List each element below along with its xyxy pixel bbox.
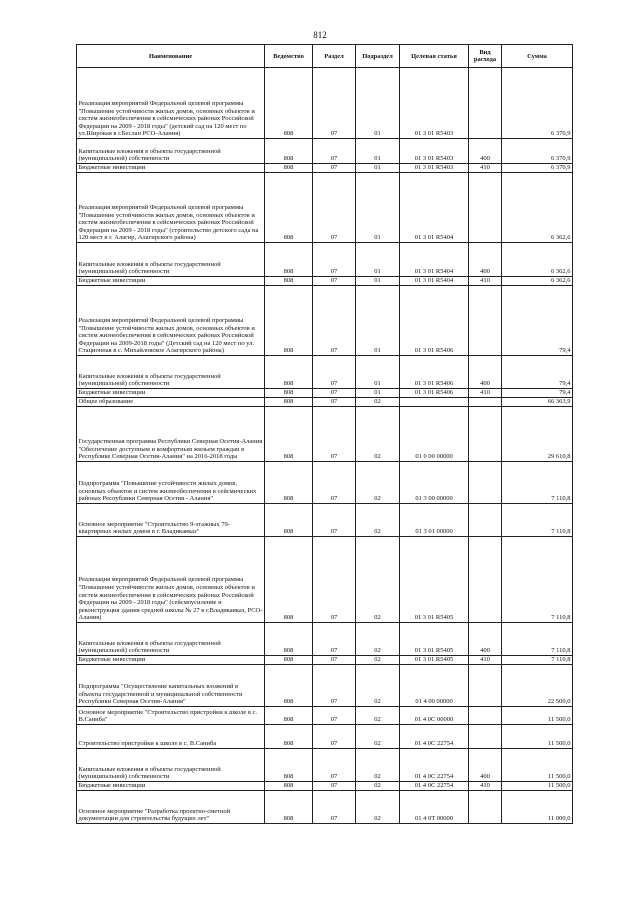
table-row: [77, 164, 573, 173]
row-name: Бюджетные инвестиции: [77, 389, 265, 398]
row-subsection: 01: [356, 173, 400, 243]
table-row: [77, 725, 573, 749]
header-subsection: Подраздел: [356, 45, 400, 68]
row-expense-type: [469, 407, 502, 462]
row-expense-type: [469, 462, 502, 504]
row-subsection: 02: [356, 407, 400, 462]
row-section: 07: [313, 623, 356, 656]
row-name: Капитальные вложения в объекты государственной (муниципальной) собственности: [77, 356, 265, 389]
row-department: 808: [265, 707, 313, 725]
table-row: [77, 623, 573, 656]
row-section: 07: [313, 749, 356, 782]
row-target-article: 01 4 00 00000: [400, 665, 469, 707]
row-expense-type: 410: [469, 277, 502, 286]
row-name: Реализация мероприятий Федеральной целевой программы "Повышение устойчивости жилых домов, основных объектов и систем жизнеобеспечения в сейсмических районах Российской Федерации на 2009 - 2018 годы" (строительство детского сада на 120 мест в г. Алагир, Алагирского района): [77, 173, 265, 243]
row-target-article: [400, 398, 469, 407]
row-subsection: 01: [356, 68, 400, 139]
row-subsection: 02: [356, 623, 400, 656]
row-target-article: 01 3 01 R5404: [400, 173, 469, 243]
row-section: 07: [313, 791, 356, 824]
row-amount: 11 500,0: [502, 707, 573, 725]
row-subsection: 01: [356, 243, 400, 277]
row-expense-type: [469, 398, 502, 407]
budget-table: [76, 44, 573, 824]
table-row: [77, 665, 573, 707]
row-expense-type: 410: [469, 164, 502, 173]
header-amount: Сумма: [502, 45, 573, 68]
header-row: [77, 45, 573, 68]
table-row: [77, 389, 573, 398]
row-section: 07: [313, 243, 356, 277]
row-department: 808: [265, 782, 313, 791]
row-expense-type: [469, 665, 502, 707]
row-section: 07: [313, 407, 356, 462]
row-name: Подпрограмма "Повышение устойчивости жилых домов, основных объектов и систем жизнеобеспечения в сейсмических районах Республики Северная Осетия - Алания": [77, 462, 265, 504]
row-target-article: 01 4 0С 22754: [400, 782, 469, 791]
row-name: Основное мероприятие "Разработка проектно-сметной документации для строительства будущих лет": [77, 791, 265, 824]
table-row: [77, 791, 573, 824]
row-department: 808: [265, 286, 313, 356]
row-department: 808: [265, 665, 313, 707]
row-section: 07: [313, 286, 356, 356]
row-amount: 29 610,8: [502, 407, 573, 462]
row-subsection: 01: [356, 356, 400, 389]
table-row: [77, 656, 573, 665]
row-name: Бюджетные инвестиции: [77, 656, 265, 665]
table-row: [77, 537, 573, 623]
row-department: 808: [265, 623, 313, 656]
table-row: [77, 139, 573, 164]
row-target-article: 01 3 01 R5406: [400, 286, 469, 356]
row-name: Подпрограмма "Осуществление капитальных вложений в объекты государственной и муниципальной собственности Республики Северная Осетия-Алания": [77, 665, 265, 707]
row-target-article: 01 4 0С 00000: [400, 707, 469, 725]
row-amount: 7 110,8: [502, 656, 573, 665]
row-amount: 6 362,6: [502, 243, 573, 277]
row-subsection: 02: [356, 665, 400, 707]
header-expense-type: Вид расхода: [469, 45, 502, 68]
row-amount: 6 370,9: [502, 139, 573, 164]
header-section: Раздел: [313, 45, 356, 68]
header-target-article: Целевая статья: [400, 45, 469, 68]
row-expense-type: 400: [469, 749, 502, 782]
table-row: [77, 356, 573, 389]
row-name: Реализация мероприятий Федеральной целевой программы "Повышение устойчивости жилых домов, основных объектов и систем жизнеобеспечения в сейсмических районах Российской Федерации на 2009 - 2018 годы" (детский сад на 120 мест по ул.Широкая в г.Беслан РСО-Алания): [77, 68, 265, 139]
row-department: 808: [265, 389, 313, 398]
header-department: Ведомство: [265, 45, 313, 68]
row-amount: 7 110,8: [502, 623, 573, 656]
row-section: 07: [313, 782, 356, 791]
row-expense-type: [469, 791, 502, 824]
row-expense-type: 410: [469, 389, 502, 398]
page-number: 812: [313, 30, 327, 40]
row-subsection: 02: [356, 656, 400, 665]
row-expense-type: [469, 537, 502, 623]
row-amount: 79,4: [502, 286, 573, 356]
row-department: 808: [265, 277, 313, 286]
row-expense-type: 400: [469, 623, 502, 656]
table-row: [77, 782, 573, 791]
table-row: [77, 749, 573, 782]
row-subsection: 02: [356, 791, 400, 824]
row-department: 808: [265, 68, 313, 139]
row-section: 07: [313, 139, 356, 164]
row-target-article: 01 3 01 R5405: [400, 656, 469, 665]
row-name: Капитальные вложения в объекты государственной (муниципальной) собственности: [77, 749, 265, 782]
row-target-article: 01 3 01 R5406: [400, 389, 469, 398]
row-department: 808: [265, 537, 313, 623]
row-name: Строительство пристройки к школе в с. В.Саниба: [77, 725, 265, 749]
row-subsection: 02: [356, 782, 400, 791]
row-subsection: 02: [356, 537, 400, 623]
row-department: 808: [265, 398, 313, 407]
row-amount: 11 500,0: [502, 725, 573, 749]
row-section: 07: [313, 665, 356, 707]
row-target-article: 01 3 01 R5404: [400, 243, 469, 277]
table-row: [77, 243, 573, 277]
row-subsection: 01: [356, 286, 400, 356]
row-name: Бюджетные инвестиции: [77, 164, 265, 173]
row-expense-type: [469, 68, 502, 139]
row-name: Бюджетные инвестиции: [77, 782, 265, 791]
row-target-article: 01 3 01 R5403: [400, 164, 469, 173]
table-row: [77, 407, 573, 462]
row-name: Государственная программа Республики Северная Осетия-Алания "Обеспечение доступным и комфортным жильем граждан в Республике Северная Осетия-Алания" на 2016-2018 годы: [77, 407, 265, 462]
row-amount: 11 500,0: [502, 749, 573, 782]
row-department: 808: [265, 173, 313, 243]
row-target-article: 01 3 01 R5406: [400, 356, 469, 389]
row-name: Основное мероприятие "Строительство пристройки к школе в с. В.Саниба": [77, 707, 265, 725]
table-row: [77, 504, 573, 537]
row-section: 07: [313, 707, 356, 725]
row-subsection: 02: [356, 462, 400, 504]
row-section: 07: [313, 68, 356, 139]
row-target-article: 01 3 01 R5403: [400, 139, 469, 164]
row-amount: 79,4: [502, 356, 573, 389]
row-section: 07: [313, 398, 356, 407]
row-subsection: 01: [356, 277, 400, 286]
row-amount: 79,4: [502, 389, 573, 398]
row-name: Реализация мероприятий Федеральной целевой программы "Повышение устойчивости жилых домов, основных объектов и систем жизнеобеспечения в сейсмических районах Российской Федерации на 2009 - 2018 годы" (сейсмоусиление и реконструкция здания средней школы № 27 в г.Владикавказ, РСО-Алания): [77, 537, 265, 623]
row-amount: 6 370,9: [502, 164, 573, 173]
row-name: Общее образование: [77, 398, 265, 407]
row-expense-type: 400: [469, 139, 502, 164]
table-row: [77, 286, 573, 356]
row-department: 808: [265, 356, 313, 389]
row-amount: 6 362,6: [502, 173, 573, 243]
row-target-article: 01 4 0С 22754: [400, 749, 469, 782]
row-amount: 7 110,8: [502, 504, 573, 537]
table-row: [77, 707, 573, 725]
header-name: Наименование: [77, 45, 265, 68]
table-row: [77, 277, 573, 286]
row-section: 07: [313, 277, 356, 286]
row-department: 808: [265, 504, 313, 537]
row-expense-type: [469, 707, 502, 725]
row-target-article: 01 3 01 R5404: [400, 277, 469, 286]
row-name: Капитальные вложения в объекты государственной (муниципальной) собственности: [77, 139, 265, 164]
row-name: Капитальные вложения в объекты государственной (муниципальной) собственности: [77, 243, 265, 277]
row-target-article: 01 4 0С 22754: [400, 725, 469, 749]
row-expense-type: 400: [469, 243, 502, 277]
row-name: Реализация мероприятий Федеральной целевой программы "Повышение устойчивости жилых домов, основных объектов и систем жизнеобеспечения в сейсмических районах Российской Федерации на 2009-2018 годы" (Детский сад на 120 мест по ул. Стационная в с. Михайловское Алагирского района): [77, 286, 265, 356]
row-expense-type: [469, 504, 502, 537]
row-expense-type: 410: [469, 656, 502, 665]
row-section: 07: [313, 656, 356, 665]
table-row: [77, 398, 573, 407]
row-target-article: 01 3 01 R5405: [400, 537, 469, 623]
row-section: 07: [313, 173, 356, 243]
row-amount: 22 500,0: [502, 665, 573, 707]
row-target-article: 01 0 00 00000: [400, 407, 469, 462]
row-amount: 7 110,8: [502, 537, 573, 623]
row-department: 808: [265, 791, 313, 824]
row-department: 808: [265, 164, 313, 173]
row-section: 07: [313, 504, 356, 537]
row-department: 808: [265, 749, 313, 782]
row-section: 07: [313, 356, 356, 389]
row-amount: 6 362,6: [502, 277, 573, 286]
row-target-article: 01 3 01 R5403: [400, 68, 469, 139]
row-department: 808: [265, 656, 313, 665]
row-section: 07: [313, 389, 356, 398]
table-row: [77, 462, 573, 504]
row-department: 808: [265, 139, 313, 164]
row-name: Капитальные вложения в объекты государственной (муниципальной) собственности: [77, 623, 265, 656]
row-subsection: 01: [356, 164, 400, 173]
row-subsection: 02: [356, 504, 400, 537]
row-subsection: 02: [356, 725, 400, 749]
row-section: 07: [313, 462, 356, 504]
row-amount: 7 110,8: [502, 462, 573, 504]
row-subsection: 02: [356, 749, 400, 782]
row-expense-type: 400: [469, 356, 502, 389]
row-expense-type: [469, 286, 502, 356]
row-amount: 11 500,0: [502, 782, 573, 791]
row-name: Основное мероприятие "Строительство 9-этажных 79-квартирных жилых домов в г. Владикавказ": [77, 504, 265, 537]
table-row: [77, 68, 573, 139]
row-subsection: 02: [356, 398, 400, 407]
row-expense-type: [469, 725, 502, 749]
row-section: 07: [313, 537, 356, 623]
row-subsection: 01: [356, 139, 400, 164]
row-amount: 66 363,9: [502, 398, 573, 407]
row-target-article: 01 3 00 00000: [400, 462, 469, 504]
table-row: [77, 173, 573, 243]
row-amount: 6 370,9: [502, 68, 573, 139]
row-target-article: 01 4 0Т 00000: [400, 791, 469, 824]
row-department: 808: [265, 462, 313, 504]
row-department: 808: [265, 243, 313, 277]
row-subsection: 01: [356, 389, 400, 398]
row-department: 808: [265, 725, 313, 749]
row-amount: 11 000,0: [502, 791, 573, 824]
row-name: Бюджетные инвестиции: [77, 277, 265, 286]
row-target-article: 01 3 01 00000: [400, 504, 469, 537]
row-target-article: 01 3 01 R5405: [400, 623, 469, 656]
row-expense-type: [469, 173, 502, 243]
row-section: 07: [313, 164, 356, 173]
row-expense-type: 410: [469, 782, 502, 791]
row-department: 808: [265, 407, 313, 462]
row-subsection: 02: [356, 707, 400, 725]
row-section: 07: [313, 725, 356, 749]
